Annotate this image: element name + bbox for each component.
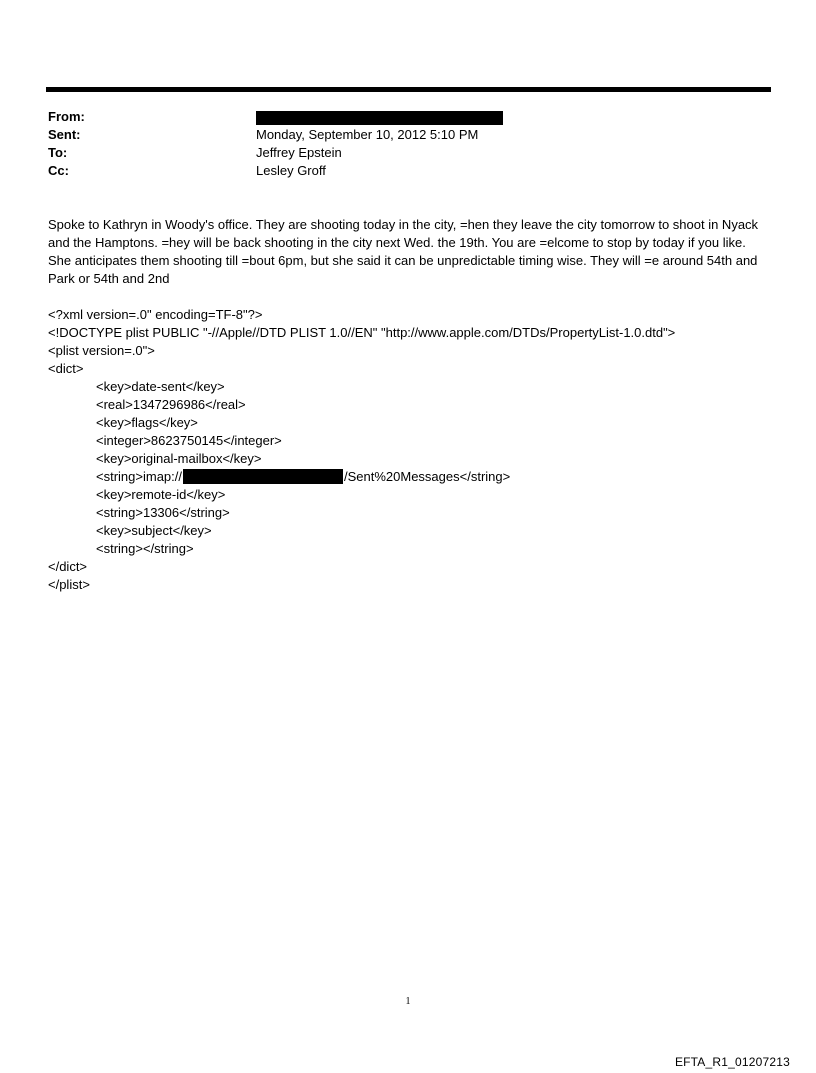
real-value: <real>1347296986</real> [96,397,246,412]
string-subject: <string></string> [96,541,194,556]
imap-suffix: /Sent%20Messages</string> [344,469,511,484]
integer-value: <integer>8623750145</integer> [96,433,282,448]
dict-close-tag: </dict> [48,559,88,574]
page-number: 1 [405,996,411,1007]
plist-open-tag: <plist version=.0"> [48,343,155,358]
doctype-line: <!DOCTYPE plist PUBLIC "-//Apple//DTD PLIST 1.0//EN" "http://www.apple.com/DTDs/PropertyList-1.0.dtd"> [48,325,676,340]
sent-row [48,126,768,144]
xml-declaration: <?xml version=.0" encoding=TF-8"?> [48,307,263,322]
bates-number: EFTA_R1_01207213 [674,1055,790,1069]
cc-value: Lesley Groff [256,163,326,178]
string-remote-id: <string>13306</string> [96,505,230,520]
key-flags: <key>flags</key> [96,415,198,430]
redaction-box [183,469,343,484]
from-row [48,108,768,126]
email-body: Spoke to Kathryn in Woody's office. They are shooting today in the city, =hen they leave the city tomorrow to shoot in Nyack and the Hamptons. =hey will be back shooting in the city next Wed. the 19th. You are =elcome to stop by today if you like. She anticipates them shooting till =bout 6pm, but she said it can be unpredictable timing wise. They will =e around 54th and Park or 54th and 2nd [48,217,759,286]
to-value: Jeffrey Epstein [256,145,342,160]
plist-block [48,306,772,594]
redaction-box [256,111,503,125]
key-date-sent: <key>date-sent</key> [96,379,225,394]
email-header [48,108,768,180]
plist-close-tag: </plist> [48,577,90,592]
cc-label: Cc: [48,163,69,178]
imap-prefix: <string>imap:// [96,469,182,484]
key-remote-id: <key>remote-id</key> [96,487,226,502]
from-label: From: [48,109,85,124]
key-subject: <key>subject</key> [96,523,212,538]
string-imap-line [48,468,772,486]
to-label: To: [48,145,68,160]
header-rule [46,87,771,92]
sent-label: Sent: [48,127,81,142]
key-original-mailbox: <key>original-mailbox</key> [96,451,262,466]
sent-value: Monday, September 10, 2012 5:10 PM [256,127,479,142]
cc-row [48,162,768,180]
dict-open-tag: <dict> [48,361,84,376]
to-row [48,144,768,162]
